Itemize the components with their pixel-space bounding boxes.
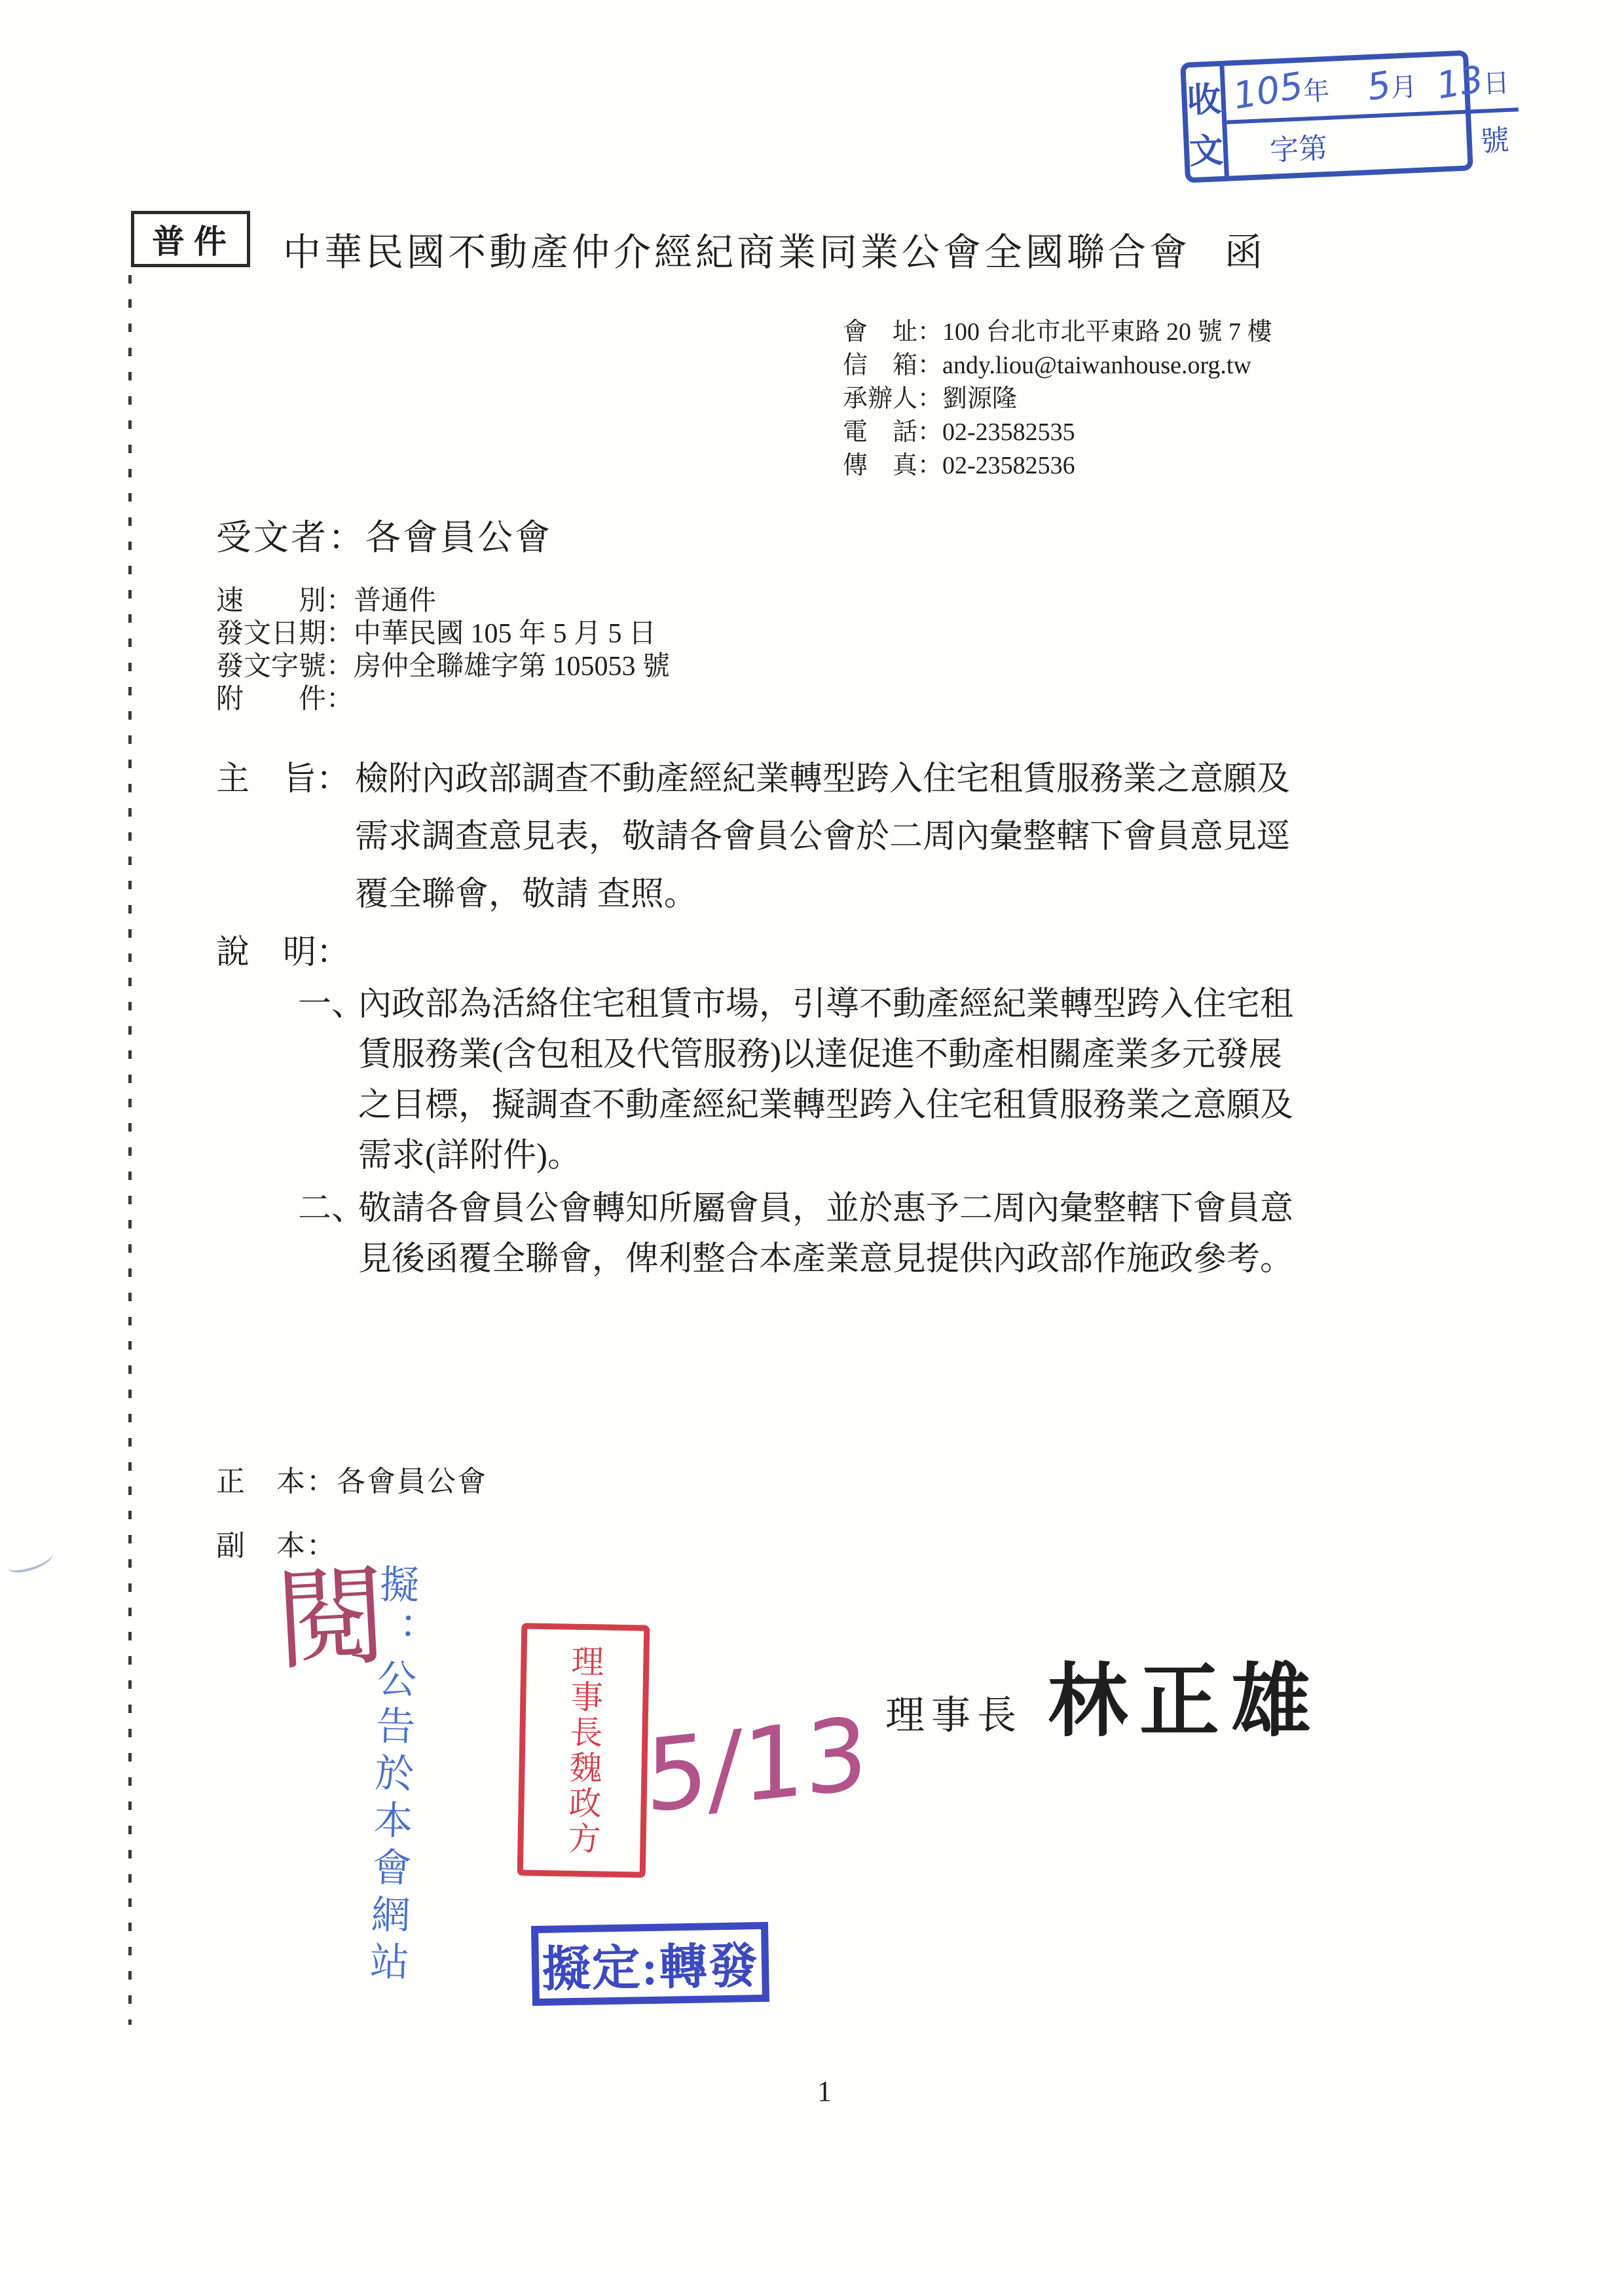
meta-row-speed <box>216 585 670 618</box>
received-stamp-char-top: 收 <box>1186 81 1222 120</box>
contact-row-address <box>843 316 1272 349</box>
copy-original-line <box>216 1458 487 1500</box>
item-lines <box>358 1184 1380 1285</box>
recipient-label: 受文者： <box>216 518 365 557</box>
subject-line: 檢附內政部調查不動產經紀業轉型跨入住宅租賃服務業之意願及 <box>355 761 1291 798</box>
received-year-handwritten: 105 <box>1230 64 1306 119</box>
received-day-label: 日 <box>1482 67 1510 99</box>
document-title-row <box>283 221 1266 276</box>
signature-name: 林正雄 <box>1048 1658 1323 1746</box>
meta-label: 發文日期： <box>216 619 354 649</box>
page-number: 1 <box>817 2075 832 2107</box>
item-line: 內政部為活絡住宅租賃市場，引導不動產經紀業轉型跨入住宅租 <box>358 986 1294 1023</box>
decision-stamp: 擬定:轉發 <box>531 1922 769 2006</box>
mail-class-box: 普件 <box>131 211 250 267</box>
subject-paragraph <box>216 750 1429 923</box>
contact-row-phone <box>843 416 1272 449</box>
contact-value: 劉源隆 <box>942 385 1018 413</box>
contact-block <box>843 316 1272 483</box>
received-month-handwritten: 5 <box>1363 63 1394 109</box>
contact-label: 電 話： <box>843 418 943 446</box>
stray-pen-mark <box>5 1545 55 1576</box>
contact-value: 02-23582536 <box>942 452 1075 479</box>
contact-value: 100 台北市北平東路 20 號 7 樓 <box>942 318 1272 346</box>
received-stamp-label <box>1186 66 1229 177</box>
description-item-2 <box>298 1184 1380 1285</box>
meta-value: 房仲全聯雄字第 105053 號 <box>354 652 671 682</box>
item-number: 二、 <box>298 1191 365 1227</box>
received-number-suffix: 號 <box>1479 124 1510 158</box>
contact-value: andy.liou@taiwanhouse.org.tw <box>942 352 1251 379</box>
proposal-note-handwriting: 擬：公告於本會網站 <box>363 1563 418 1989</box>
contact-row-email <box>843 349 1272 382</box>
received-day-handwritten: 13 <box>1433 58 1486 108</box>
received-date-stamp <box>1180 50 1510 183</box>
meta-row-date <box>216 618 670 650</box>
contact-label: 會 址： <box>843 318 943 346</box>
item-line: 敬請各會員公會轉知所屬會員，並於惠予二周內彙整轄下會員意 <box>358 1191 1294 1227</box>
contact-value: 02-23582535 <box>942 418 1075 446</box>
subject-lines <box>355 750 1429 923</box>
recipient-value: 各會員公會 <box>365 518 552 557</box>
item-lines <box>358 980 1380 1181</box>
doc-type-label: 函 <box>1225 231 1266 274</box>
read-approval-handwriting: 閱 <box>273 1556 390 1684</box>
chairman-name-stamp: 理事長魏政方 <box>517 1623 650 1877</box>
left-fold-dashed-line <box>128 275 132 2025</box>
meta-value: 中華民國 105 年 5 月 5 日 <box>354 619 657 649</box>
received-year-label: 年 <box>1302 75 1331 107</box>
meta-row-number <box>216 650 670 683</box>
contact-label: 信 箱： <box>843 352 943 379</box>
meta-label: 速 別： <box>216 586 354 616</box>
description-label: 說 明： <box>216 934 350 971</box>
received-month-label: 月 <box>1390 71 1418 103</box>
contact-label: 傳 真： <box>843 452 943 479</box>
received-stamp-fields <box>1224 53 1521 175</box>
item-number: 一、 <box>298 986 365 1023</box>
received-stamp-char-bottom: 文 <box>1188 132 1225 171</box>
item-line: 之目標，擬調查不動產經紀業轉型跨入住宅租賃服務業之意願及 <box>358 1087 1294 1124</box>
signature-title: 理事長 <box>885 1694 1023 1737</box>
meta-value: 普通件 <box>354 586 437 616</box>
copy-cc-label: 副 本： <box>216 1530 337 1562</box>
item-line: 見後函覆全聯會，俾利整合本產業意見提供內政部作施政參考。 <box>358 1241 1294 1278</box>
contact-row-fax <box>843 449 1272 483</box>
contact-label: 承辦人： <box>843 385 943 413</box>
copy-original-value: 各會員公會 <box>337 1466 487 1498</box>
meta-block <box>216 585 670 716</box>
meta-row-attachment <box>216 683 670 716</box>
copy-cc-line <box>216 1522 337 1564</box>
description-item-1 <box>298 980 1380 1181</box>
recipient-line <box>216 509 552 560</box>
item-line: 需求(詳附件)。 <box>358 1137 581 1174</box>
issuer-title: 中華民國不動產仲介經紀商業同業公會全國聯合會 <box>283 231 1191 274</box>
handwritten-date: 5/13 <box>645 1695 868 1836</box>
meta-label: 發文字號： <box>216 652 354 682</box>
subject-line: 需求調查意見表，敬請各會員公會於二周內彙整轄下會員意見逕 <box>355 819 1291 855</box>
item-line: 賃服務業(含包租及代管服務)以達促進不動產相關產業多元發展 <box>358 1037 1282 1073</box>
copy-original-label: 正 本： <box>216 1466 337 1498</box>
meta-label: 附 件： <box>216 684 354 714</box>
contact-row-handler <box>843 382 1272 416</box>
received-number-prefix: 字第 <box>1269 132 1329 168</box>
subject-label: 主 旨： <box>216 761 350 798</box>
subject-line: 覆全聯會，敬請 查照。 <box>355 876 697 913</box>
